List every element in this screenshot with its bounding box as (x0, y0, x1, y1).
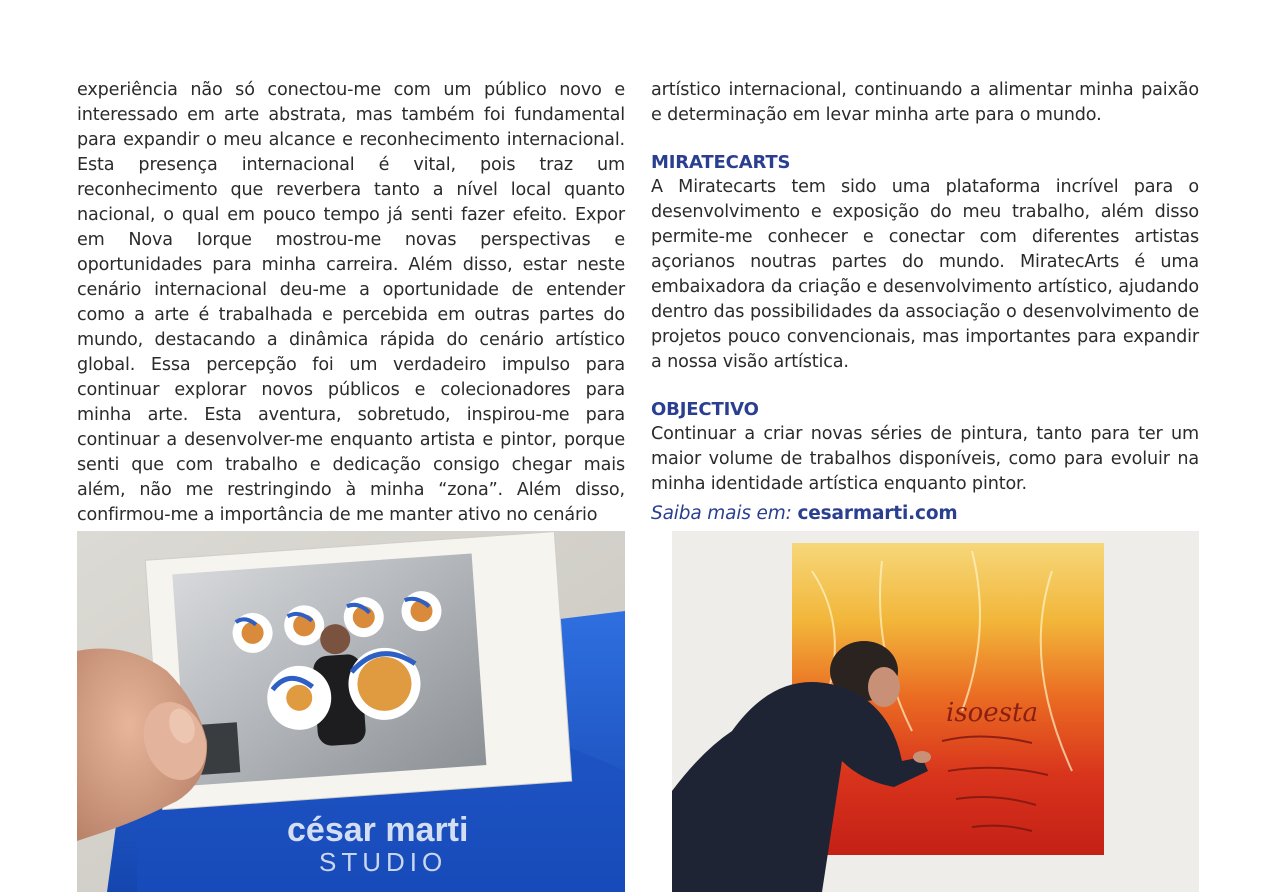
learn-more-line (651, 501, 1199, 527)
article-column-right (651, 78, 1199, 527)
photo-instant-print-studio-card (77, 531, 625, 892)
painting-scrawl-text: isoesta (946, 698, 1038, 728)
section-text-objectivo: Continuar a criar novas séries de pintura, tanto para ter um maior volume de trabalhos disponíveis, como para evoluir na minha identidade artística enquanto pintor. (651, 424, 1199, 494)
article-paragraph-continued: artístico internacional, continuando a alimentar minha paixão e determinação em levar minha arte para o mundo. (651, 80, 1199, 125)
website-link[interactable]: cesarmarti.com (797, 503, 958, 524)
article-column-left (77, 78, 625, 528)
card-sub-text: STUDIO (319, 847, 448, 877)
photo-illustration-right (672, 531, 1199, 892)
card-brand-text: césar marti (287, 811, 469, 849)
photo-artist-painting (672, 531, 1199, 892)
learn-more-label: Saiba mais em: (651, 503, 792, 524)
article-paragraph: experiência não só conectou-me com um público novo e interessado em arte abstrata, mas também foi fundamental para expandir o meu alcance e reconhecimento internacional. Esta presença internacional é vital, pois traz um reconhecimento que reverbera tanto a nível local quanto nacional, o qual em pouco tempo já senti fazer efeito. Expor em Nova Iorque mostrou-me novas perspectivas e oportunidades para minha carreira. Além disso, estar neste cenário internacional deu-me a oportunidade de entender como a arte é trabalhada e percebida em outras partes do mundo, destacando a dinâmica rápida do cenário artístico global. Essa percepção foi um verdadeiro impulso para continuar explorar novos públicos e colecionadores para minha arte. Esta aventura, sobretudo, inspirou-me para continuar a desenvolver-me enquanto artista e pintor, porque senti que com trabalho e dedicação consigo chegar mais além, não me restringindo à minha “zona”. Além disso, confirmou-me a importância de me manter ativo no cenário (77, 80, 625, 525)
section-text-miratecarts: A Miratecarts tem sido uma plataforma incrível para o desenvolvimento e exposição do meu trabalho, além disso permite-me conhecer e conectar com diferentes artistas açorianos noutras partes do mundo. MiratecArts é uma embaixadora da criação e desenvolvimento artístico, ajudando dentro das possibilidades da associação o desenvolvimento de projetos pouco convencionais, mas importantes para expandir a nossa visão artística. (651, 177, 1199, 372)
photo-illustration-left (77, 531, 625, 892)
section-heading-miratecarts: MIRATECARTS (651, 152, 791, 173)
section-heading-objectivo: OBJECTIVO (651, 399, 759, 420)
